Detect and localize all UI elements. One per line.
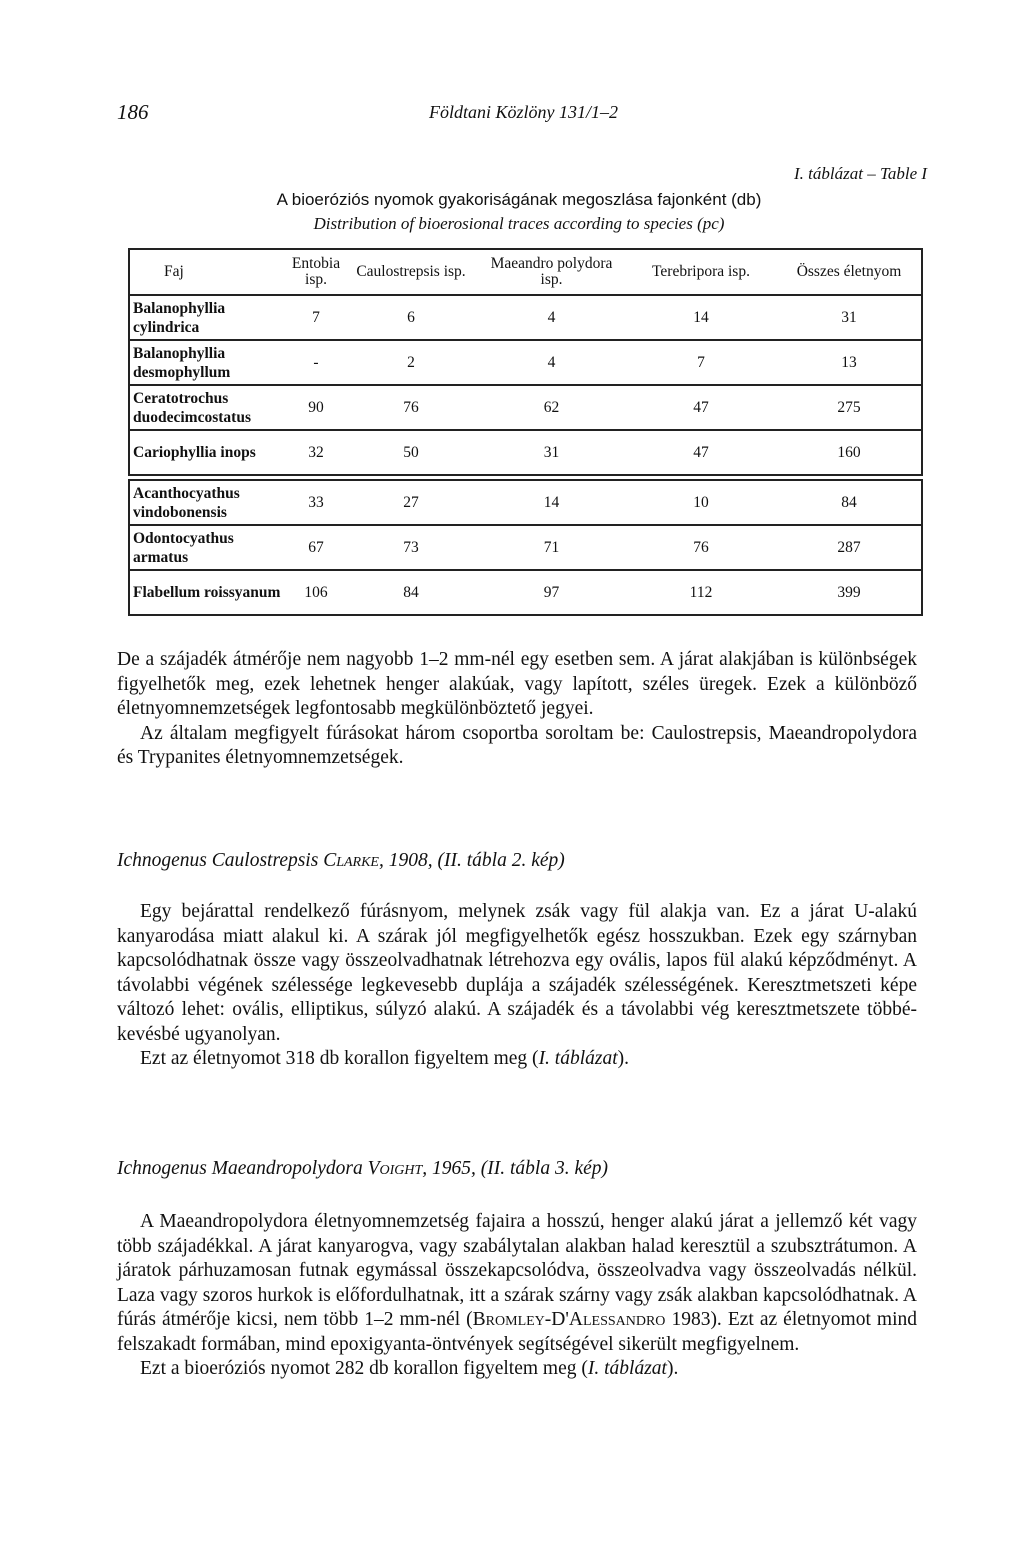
paragraph: De a szájadék átmérője nem nagyobb 1–2 mm-nél egy esetben sem. A járat alakjában is különbségek figyelhetők meg, ezek lehetnek henger alakúak, vagy lapított, széles üregek. Ezek a különböző életnyomnemzetségek legfontosabb megkülönböztető jegyei.: [117, 649, 917, 719]
table-cell: 31: [478, 430, 625, 475]
table-cell: -: [288, 340, 344, 385]
table-label: I. táblázat – Table I: [794, 164, 928, 183]
table-cell: 84: [344, 570, 478, 615]
species-name: Balanophyllia cylindrica: [129, 295, 288, 340]
table-cell: 50: [344, 430, 478, 475]
table-cell: 27: [344, 480, 478, 525]
table-cell: 14: [625, 295, 777, 340]
species-name: Acanthocyathus vindobonensis: [129, 480, 288, 525]
table-cell: 275: [777, 385, 922, 430]
table-row: [129, 480, 922, 525]
column-header: Terebripora isp.: [625, 249, 777, 295]
table-row: [129, 340, 922, 385]
table-cell: 160: [777, 430, 922, 475]
species-trace-table: [128, 248, 923, 616]
table-cell: 10: [625, 480, 777, 525]
table-row: [129, 385, 922, 430]
table-cell: 7: [288, 295, 344, 340]
table-cell: 4: [478, 340, 625, 385]
species-name: Odontocyathus armatus: [129, 525, 288, 570]
paragraph: Az általam megfigyelt fúrásokat három csoportba soroltam be: Caulostrepsis, Maeandropolydora és Trypanites életnyomnemzetségek.: [117, 722, 917, 768]
maeandropolydora-text: [117, 1210, 917, 1382]
table-cell: 62: [478, 385, 625, 430]
column-header: Maeandro polydora isp.: [478, 249, 625, 295]
table-cell: 6: [344, 295, 478, 340]
table-cell: 106: [288, 570, 344, 615]
table-cell: 71: [478, 525, 625, 570]
table-row: [129, 295, 922, 340]
table-cell: 76: [625, 525, 777, 570]
table-cell: 13: [777, 340, 922, 385]
table-cell: 399: [777, 570, 922, 615]
table-cell: 14: [478, 480, 625, 525]
table-cell: 90: [288, 385, 344, 430]
paragraph: Ezt az életnyomot 318 db korallon figyeltem meg (I. táblázat).: [140, 1048, 630, 1069]
author-name: Voight: [367, 1158, 423, 1179]
caulostrepsis-text: [117, 900, 917, 1072]
author-name: Clarke: [323, 850, 379, 871]
table-cell: 287: [777, 525, 922, 570]
table-cell: 32: [288, 430, 344, 475]
table-cell: 112: [625, 570, 777, 615]
table-cell: 33: [288, 480, 344, 525]
species-name: Cariophyllia inops: [129, 430, 288, 475]
table-cell: 76: [344, 385, 478, 430]
table-header-row: [129, 249, 922, 295]
section-heading-caulostrepsis: Ichnogenus Caulostrepsis Clarke, 1908, (II. tábla 2. kép): [117, 850, 565, 871]
column-header: Faj: [129, 249, 288, 295]
page-number: 186: [117, 100, 149, 124]
column-header: Összes életnyom: [777, 249, 922, 295]
citation: Bromley-D'Alessandro: [472, 1309, 666, 1330]
paragraph: A Maeandropolydora életnyomnemzetség fajaira a hosszú, henger alakú járat a jellemző két vagy több szájadékkal. A járat kanyarogva, vagy szabálytalan alakban halad keresztül a szubsztrátumon. A járatok párhuzamosan futnak egymással összekapcsolódva, összeolvadva vagy összeolvadás nélkül. Laza vagy szoros hurkok is előfordulhatnak, itt a szárak szárny vagy zsák alakban kapcsolódhatnak. A fúrás átmérője kicsi, nem több 1–2 mm-nél (Bromley-D'Alessandro 1983). Ezt az életnyomot mind felszakadt formában, mind epoxigyanta-öntvények segítségével sikerült megfigyelnem.: [117, 1211, 917, 1355]
column-header: Entobia isp.: [288, 249, 344, 295]
table-cell: 2: [344, 340, 478, 385]
table-cell: 47: [625, 430, 777, 475]
intro-text: [117, 648, 917, 771]
journal-title: Földtani Közlöny 131/1–2: [429, 102, 618, 122]
table-row: [129, 570, 922, 615]
table-row: [129, 430, 922, 475]
species-name: Ceratotrochus duodecimcostatus: [129, 385, 288, 430]
species-name: Balanophyllia desmophyllum: [129, 340, 288, 385]
table-row: [129, 525, 922, 570]
table-cell: 67: [288, 525, 344, 570]
table-cell: 31: [777, 295, 922, 340]
page-header: [117, 100, 917, 128]
section-heading-maeandropolydora: Ichnogenus Maeandropolydora Voight, 1965, (II. tábla 3. kép): [117, 1158, 609, 1179]
table-cell: 97: [478, 570, 625, 615]
table-cell: 7: [625, 340, 777, 385]
column-header: Caulostrepsis isp.: [344, 249, 478, 295]
paragraph: Egy bejárattal rendelkező fúrásnyom, melynek zsák vagy fül alakja van. Ez a járat U-alakú kanyarodása miatt alakul ki. A szárak jól megfigyelhetők egész hosszukban. Ezek egy szárnyban kapcsolódhatnak össze vagy összeolvadhatnak létrehozva egy ovális, lapos fül alakú képződményt. A távolabbi végének szélessége legkevesebb duplája a szájadék szélességének. Keresztmetszeti képe változó lehet: ovális, elliptikus, súlyzó alakú. A szájadék és a távolabbi vég keresztmetszete többé-kevésbé ugyanolyan.: [117, 901, 917, 1045]
table-cell: 84: [777, 480, 922, 525]
table-cell: 47: [625, 385, 777, 430]
paragraph: Ezt a bioeróziós nyomot 282 db korallon figyeltem meg (I. táblázat).: [140, 1358, 679, 1379]
species-name: Flabellum roissyanum: [129, 570, 288, 615]
table-cell: 73: [344, 525, 478, 570]
table-caption-en: Distribution of bioerosional traces according to species (pc): [313, 214, 725, 233]
table-caption-hu: A bioeróziós nyomok gyakoriságának megoszlása fajonként (db): [276, 190, 762, 209]
table-cell: 4: [478, 295, 625, 340]
